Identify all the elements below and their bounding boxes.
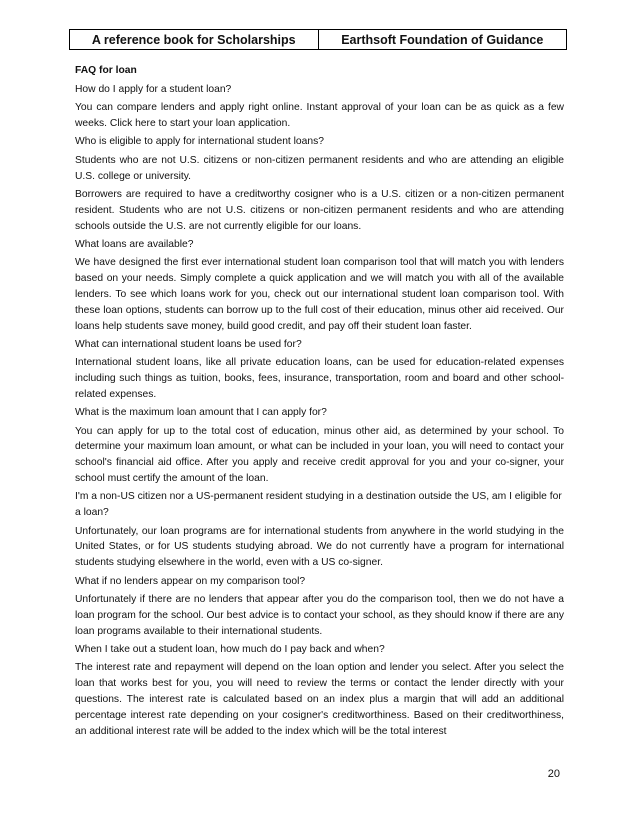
document-body: [75, 63, 564, 742]
page-header: [69, 29, 567, 50]
faq-answer: International student loans, like all private education loans, can be used for education-related expenses including such things as tuition, books, fees, insurance, transportation, room and board and other school-related expenses.: [75, 357, 564, 400]
faq-question: What can international student loans be used for?: [75, 338, 302, 350]
faq-question: What loans are available?: [75, 238, 194, 250]
section-title: FAQ for loan: [75, 65, 137, 76]
faq-question: When I take out a student loan, how much do I pay back and when?: [75, 644, 385, 655]
header-right-title: Earthsoft Foundation of Guidance: [318, 30, 567, 49]
faq-question: I'm a non-US citizen nor a US-permanent resident studying in a destination outside the US, am I eligible for a loan?: [75, 491, 562, 519]
faq-question: Who is eligible to apply for international student loans?: [75, 136, 324, 148]
faq-answer: You can compare lenders and apply right online. Instant approval of your loan can be as quick as a few weeks. Click here to start your loan application.: [75, 102, 564, 129]
faq-answer: Students who are not U.S. citizens or non-citizen permanent residents and who are attending an eligible U.S. college or university.: [75, 154, 564, 182]
faq-question: What if no lenders appear on my comparison tool?: [75, 575, 306, 587]
faq-question: How do I apply for a student loan?: [75, 83, 232, 95]
faq-question: What is the maximum loan amount that I can apply for?: [75, 407, 327, 419]
faq-answer: You can apply for up to the total cost of education, minus other aid, as determined by your school. To determine your maximum loan amount, or what can be included in your loan, you will need to contact your school's financial aid office. After you apply and receive credit approval for you and your co-signer, your school must certify the amount of the loan.: [75, 425, 564, 485]
page-number: 20: [547, 768, 560, 780]
faq-answer: Borrowers are required to have a creditworthy cosigner who is a U.S. citizen or a non-citizen permanent resident. Students who are not U.S. citizens or non-citizen permanent residents and who are attending schools outside the U.S. are not currently eligible for our loans.: [75, 188, 564, 232]
faq-answer: Unfortunately if there are no lenders that appear after you do the comparison tool, then we do not have a loan program for the school. Our best advice is to contact your school, as they should know if there are any loan programs available to their international students.: [75, 594, 564, 637]
faq-answer: We have designed the first ever international student loan comparison tool that will match you with lenders based on your needs. Simply complete a quick application and we will match you with all of the available lenders. To see which loans work for you, check out our international student loan comparison tool. With these loan options, students can borrow up to the full cost of their education, minus other aid received. Our loans help students save money, build good credit, and pay off their student loan faster.: [75, 257, 564, 332]
faq-answer: Unfortunately, our loan programs are for international students from anywhere in the world studying in the United States, or for US students studying abroad. We do not currently have a program for international students studying elsewhere in the world, even with a US co-signer.: [75, 525, 564, 569]
faq-answer: The interest rate and repayment will depend on the loan option and lender you select. After you select the loan that works best for you, you will need to review the terms or contact the lender directly with your questions. The interest rate is calculated based on an index plus a margin that will add an additional percentage interest rate depending on your cosigner's creditworthiness. Based on their creditworthiness, an additional interest rate will be added to the index which will be the total interest: [75, 662, 564, 737]
header-left-title: A reference book for Scholarships: [91, 32, 296, 47]
